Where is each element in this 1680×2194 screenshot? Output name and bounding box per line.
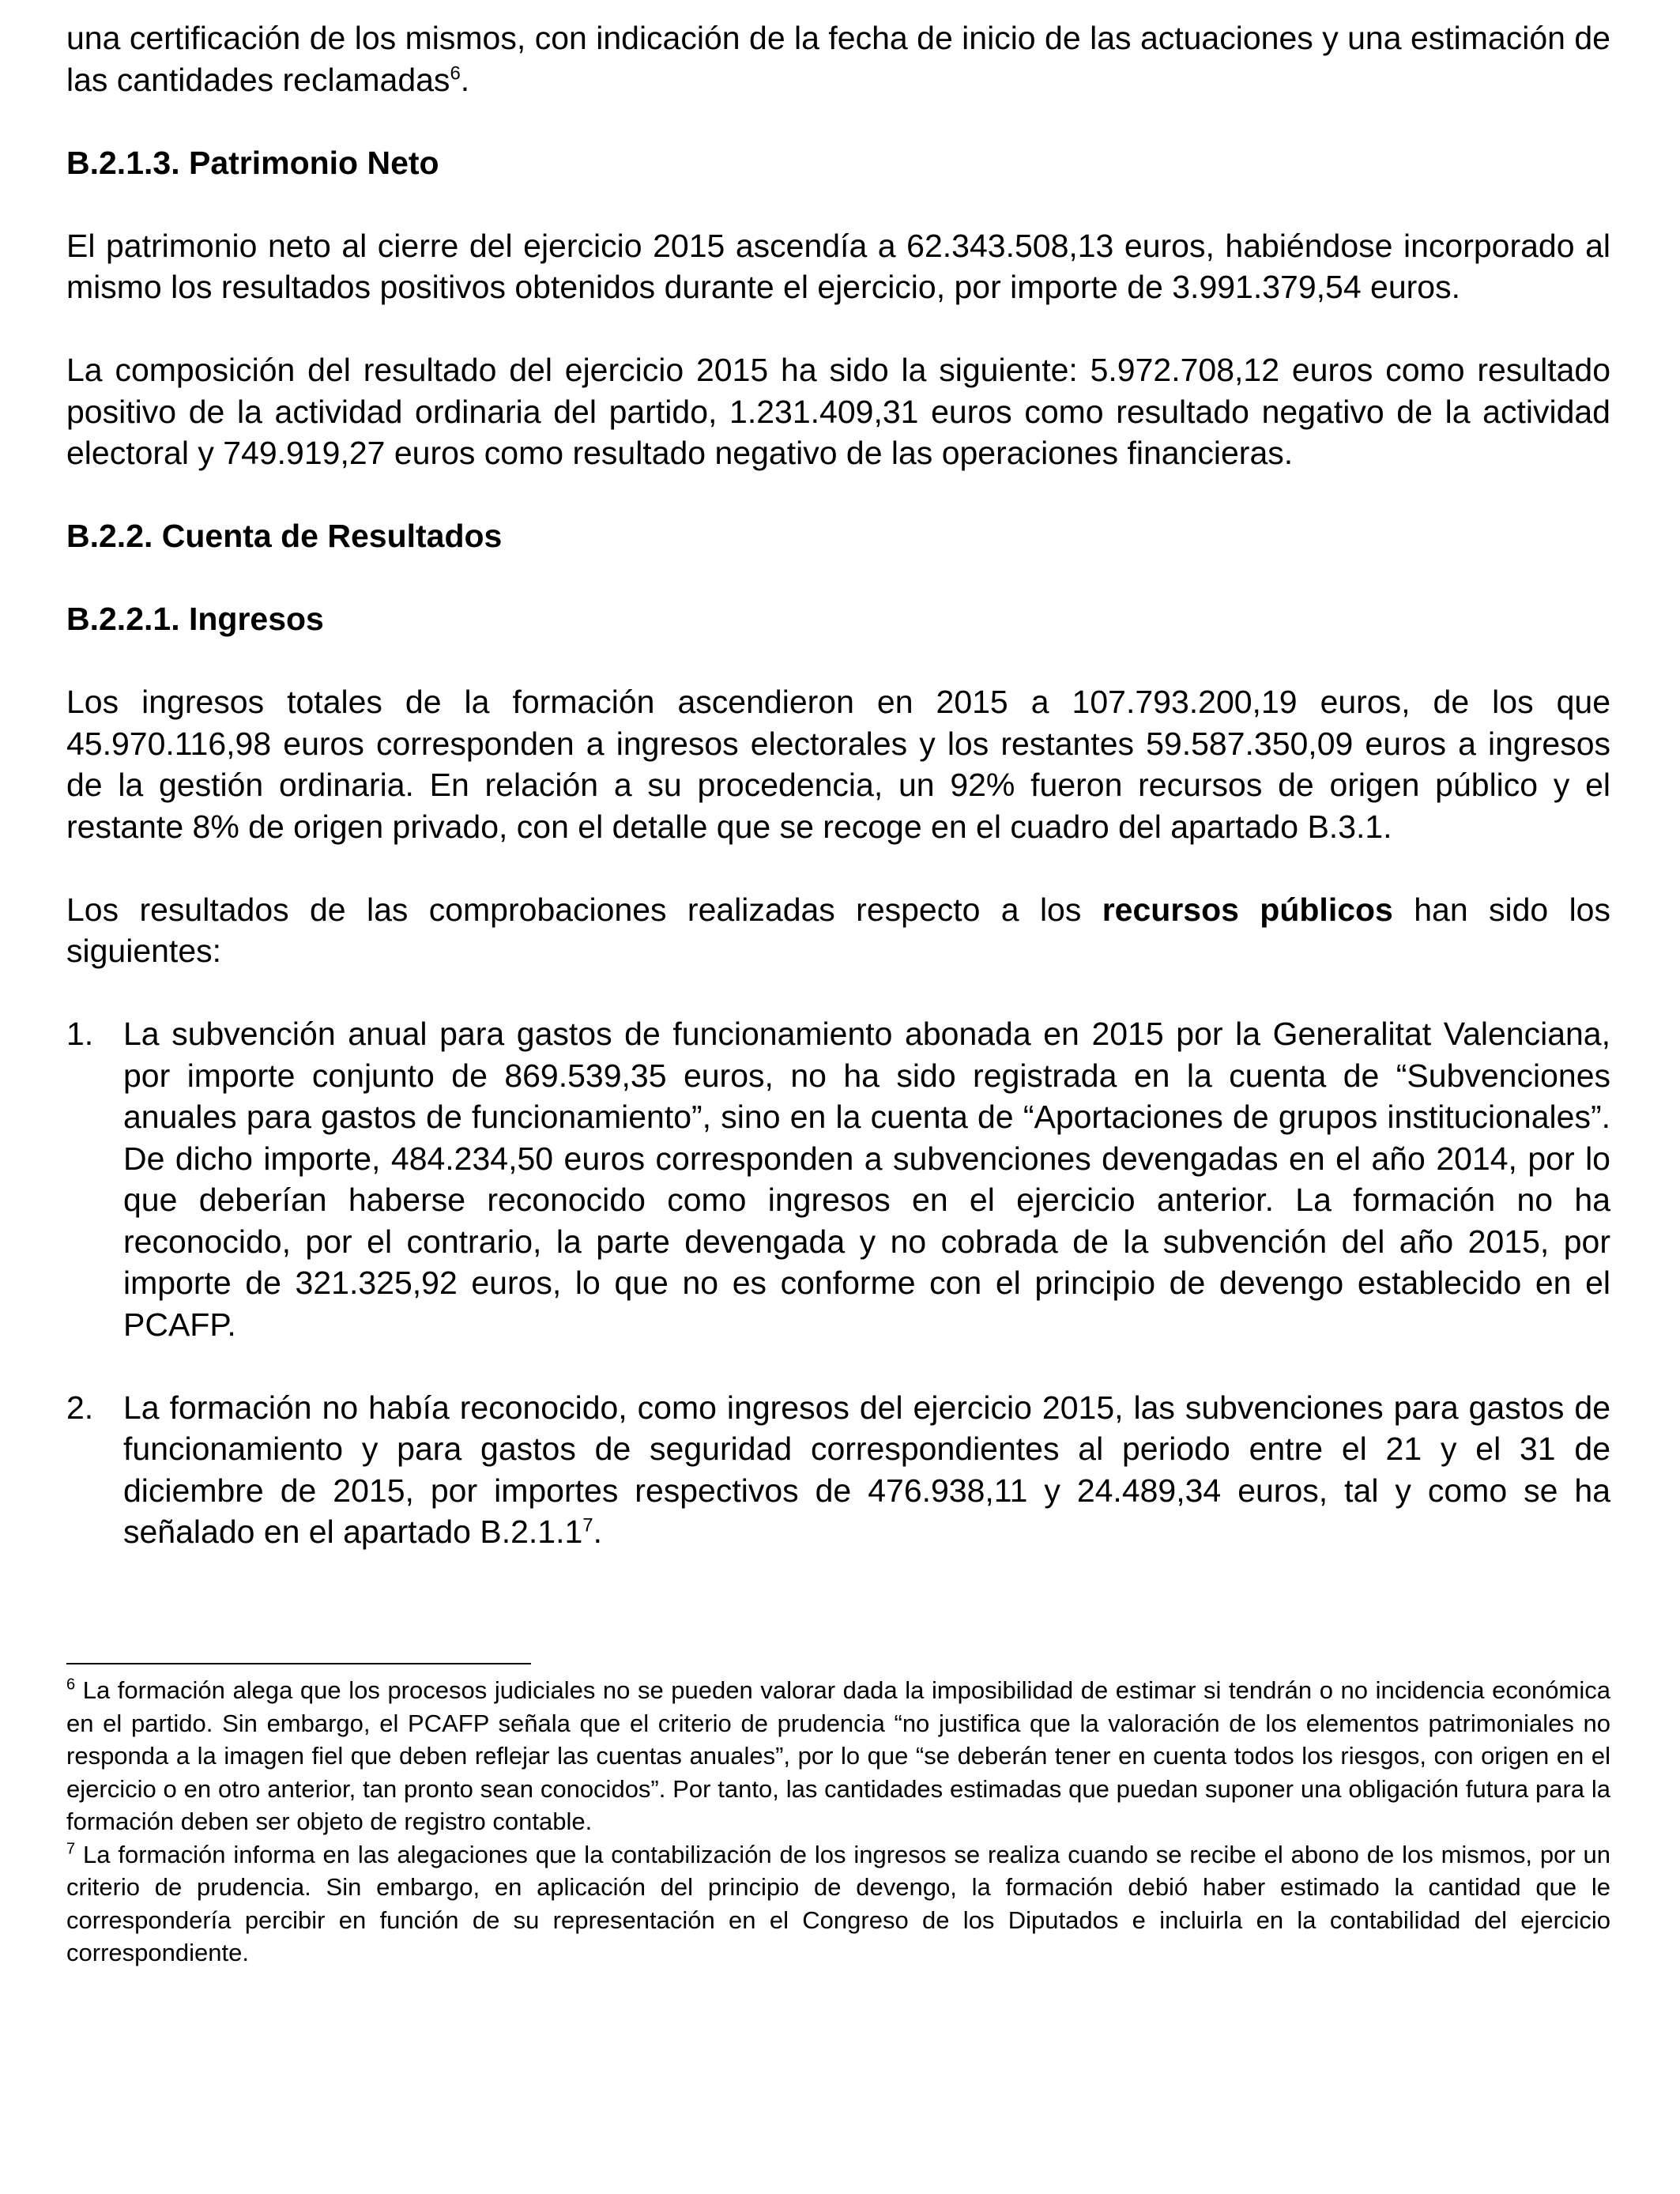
intro-end: .: [460, 61, 470, 98]
intro-text: una certificación de los mismos, con indicación de la fecha de inicio de las actuaciones y una estimación de las cantidades reclamadas: [66, 20, 1610, 98]
footnote-text: La formación alega que los procesos judiciales no se pueden valorar dada la imposibilidad de estimar si tendrán o no incidencia económica en el partido. Sin embargo, el PCAFP señala que el criterio de prudencia “no justifica que la valoración de los elementos patrimoniales no responda a la imagen fiel que deben reflejar las cuentas anuales”, por lo que “se deberán tener en cuenta todos los riesgos, con origen en el ejercicio o en otro anterior, tan pronto sean conocidos”. Por tanto, las cantidades estimadas que puedan suponer una obligación futura para la formación deben ser objeto de registro contable.: [66, 1676, 1610, 1835]
footnotes-section: [66, 1674, 1610, 1970]
footnote-number: 6: [66, 1676, 76, 1694]
footnote-ref-7[interactable]: 7: [582, 1514, 593, 1536]
list-item-number: 1.: [66, 1016, 94, 1052]
list-item-body: La formación no había reconocido, como ingresos del ejercicio 2015, las subvenciones para gastos de funcionamiento y para gastos de seguridad correspondientes al periodo entre el 21 y el 31 de diciembre de 2015, por importes respectivos de 476.938,11 y 24.489,34 euros, tal y como se ha señalado en el apartado B.2.1.1: [123, 1389, 1610, 1550]
footnote-6: [66, 1674, 1610, 1838]
footnote-number: 7: [66, 1840, 76, 1858]
list-item-end: .: [593, 1514, 603, 1550]
list-item-body: La subvención anual para gastos de funcionamiento abonada en 2015 por la Generalitat Valenciana, por importe conjunto de 869.539,35 euros, no ha sido registrada en la cuenta de “Subvenciones anuales para gastos de funcionamiento”, sino en la cuenta de “Aportaciones de grupos institucionales”. De dicho importe, 484.234,50 euros corresponden a subvenciones devengadas en el año 2014, por lo que deberían haberse reconocido como ingresos en el ejercicio anterior. La formación no ha reconocido, por el contrario, la parte devengada y no cobrada de la subvención del año 2015, por importe de 321.325,92 euros, lo que no es conforme con el principio de devengo establecido en el PCAFP.: [123, 1016, 1610, 1343]
ingresos-paragraph-1: Los ingresos totales de la formación ascendieron en 2015 a 107.793.200,19 euros, de los que 45.970.116,98 euros corresponden a ingresos electorales y los restantes 59.587.350,09 euros a ingresos de la gestión ordinaria. En relación a su procedencia, un 92% fueron recursos de origen público y el restante 8% de origen privado, con el detalle que se recoge en el cuadro del apartado B.3.1.: [66, 684, 1610, 845]
heading-ingresos: B.2.2.1. Ingresos: [66, 601, 324, 637]
recursos-publicos-emphasis: recursos públicos: [1102, 891, 1393, 928]
list-item-number: 2.: [66, 1389, 94, 1426]
ingresos-paragraph-2: [66, 889, 1610, 972]
heading-patrimonio-neto: B.2.1.3. Patrimonio Neto: [66, 144, 439, 181]
ingresos-p2-before: Los resultados de las comprobaciones realizadas respecto a los: [66, 891, 1102, 928]
footnote-text: La formación informa en las alegaciones que la contabilización de los ingresos se realiza cuando se recibe el abono de los mismos, por un criterio de prudencia. Sin embargo, en aplicación del principio de devengo, la formación debió haber estimado la cantidad que le correspondería percibir en función de su representación en el Congreso de los Diputados e incluirla en la contabilidad del ejercicio correspondiente.: [66, 1840, 1610, 1966]
intro-paragraph: [66, 17, 1610, 100]
list-item-text: [123, 1013, 1610, 1345]
list-item-text: [123, 1387, 1610, 1553]
list-item: [66, 1013, 1610, 1345]
footnote-separator: [66, 1663, 531, 1664]
footnote-ref-6[interactable]: 6: [450, 62, 461, 84]
footnote-7: [66, 1838, 1610, 1970]
patrimonio-paragraph-2: La composición del resultado del ejercicio 2015 ha sido la siguiente: 5.972.708,12 euros como resultado positivo de la actividad ordinaria del partido, 1.231.409,31 euros como resultado negativo de la actividad electoral y 749.919,27 euros como resultado negativo de las operaciones financieras.: [66, 352, 1610, 471]
heading-cuenta-resultados: B.2.2. Cuenta de Resultados: [66, 518, 503, 554]
document-body: [66, 17, 1610, 1553]
list-item: [66, 1387, 1610, 1553]
ingresos-p2-after: han sido los siguientes:: [66, 891, 1610, 969]
patrimonio-paragraph-1: El patrimonio neto al cierre del ejercicio 2015 ascendía a 62.343.508,13 euros, habiéndose incorporado al mismo los resultados positivos obtenidos durante el ejercicio, por importe de 3.991.379,54 euros.: [66, 227, 1610, 305]
